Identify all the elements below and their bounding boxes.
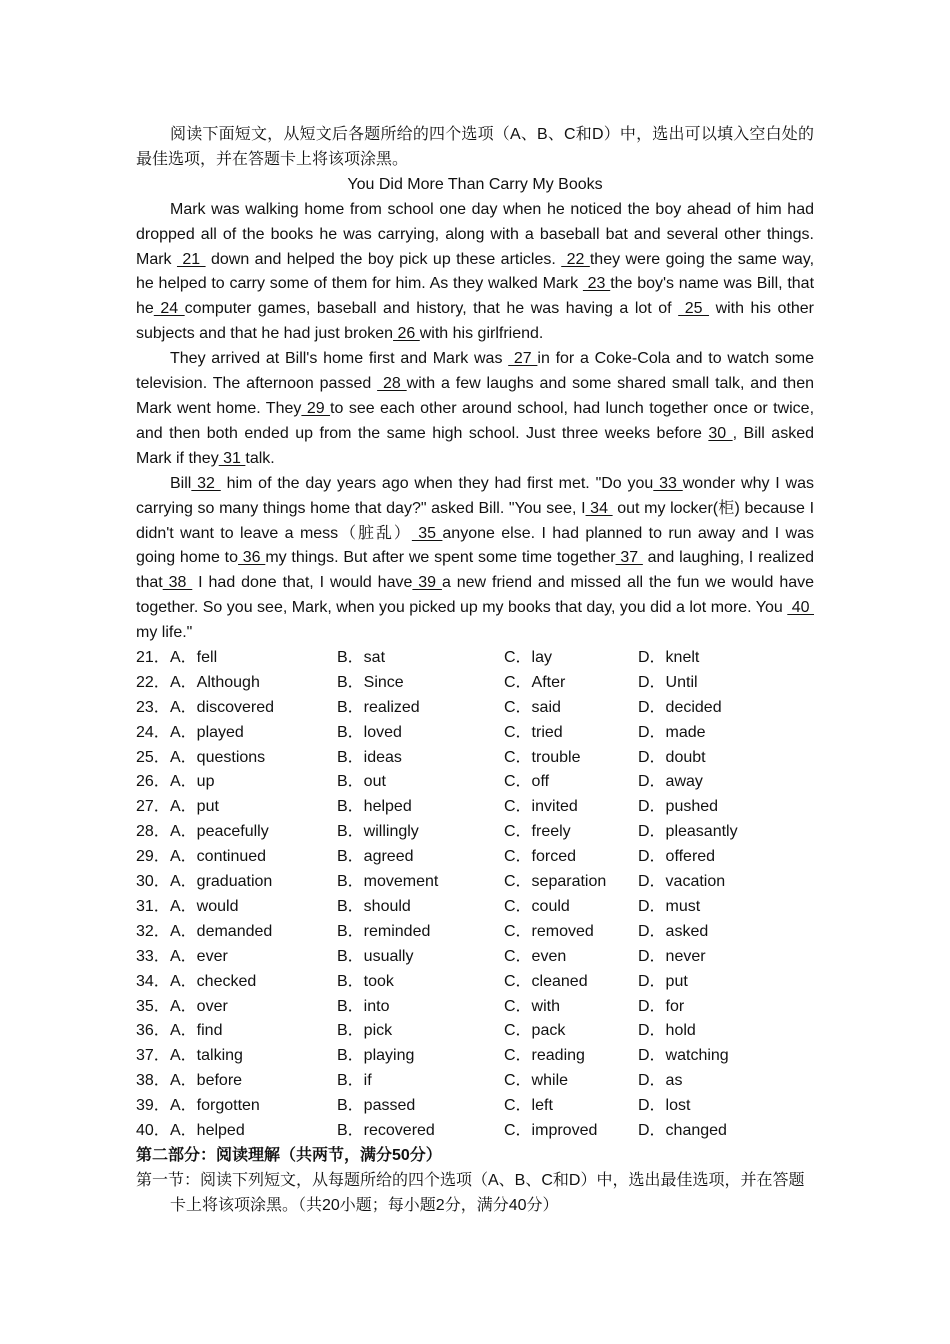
option-row bbox=[136, 770, 814, 795]
cloze-instruction: 阅读下面短文，从短文后各题所给的四个选项（A、B、C和D）中，选出可以填入空白处的最佳选项，并在答题卡上将该项涂黑。 bbox=[136, 126, 814, 168]
option-d: D．hold bbox=[638, 1022, 696, 1040]
answer-blank: 22 bbox=[561, 250, 590, 268]
question-number: 34． bbox=[136, 972, 170, 990]
passage-text: anyone else. I had planned to run away and I was going home to bbox=[136, 524, 814, 567]
option-b: B．if bbox=[337, 1072, 372, 1090]
option-b: B．agreed bbox=[337, 848, 414, 866]
option-c: C．invited bbox=[504, 798, 578, 816]
answer-blank: 40 bbox=[787, 599, 814, 617]
option-row bbox=[136, 945, 814, 970]
option-c: C．lay bbox=[504, 649, 553, 667]
option-b: B．should bbox=[337, 897, 411, 915]
passage-paragraph-2 bbox=[136, 347, 814, 472]
option-b: B．realized bbox=[337, 698, 420, 716]
answer-blank: 25 bbox=[678, 300, 710, 318]
option-c: C．trouble bbox=[504, 748, 581, 766]
answer-blank: 37 bbox=[615, 549, 643, 567]
option-c: C．cleaned bbox=[504, 972, 588, 990]
option-a: A．put bbox=[170, 798, 219, 816]
answer-blank: 29 bbox=[301, 399, 331, 417]
option-d: D．away bbox=[638, 773, 703, 791]
passage-text: talk. bbox=[245, 449, 275, 467]
passage-text: a new friend and missed all the fun we would have together. So you see, Mark, when you picked up my books that day, you did a lot more. You bbox=[136, 574, 815, 617]
passage-text: to see each other around school, had lunch together once or twice, and then both ended up from the same high school. Just three weeks before bbox=[136, 399, 815, 442]
option-b: B．loved bbox=[337, 723, 402, 741]
part2-heading: 第二部分：阅读理解（共两节，满分50分） bbox=[136, 1146, 442, 1164]
passage-text: down and helped the boy pick up these articles. bbox=[205, 250, 562, 268]
option-row bbox=[136, 746, 814, 771]
option-row bbox=[136, 646, 814, 671]
option-c: C．separation bbox=[504, 873, 607, 891]
question-number: 31． bbox=[136, 897, 170, 915]
answer-blank: 28 bbox=[377, 375, 407, 393]
option-a: A．before bbox=[170, 1072, 243, 1090]
question-number: 25． bbox=[136, 748, 170, 766]
question-number: 29． bbox=[136, 848, 170, 866]
option-a: A．demanded bbox=[170, 922, 273, 940]
exam-page bbox=[136, 123, 814, 1219]
option-d: D．lost bbox=[638, 1097, 691, 1115]
question-number: 21． bbox=[136, 649, 170, 667]
answer-blank: 36 bbox=[238, 549, 266, 567]
option-row bbox=[136, 820, 814, 845]
option-a: A．talking bbox=[170, 1047, 243, 1065]
passage-text: my life." bbox=[136, 624, 193, 642]
question-number: 27． bbox=[136, 798, 170, 816]
option-d: D．must bbox=[638, 897, 701, 915]
option-a: A．checked bbox=[170, 972, 257, 990]
option-b: B．playing bbox=[337, 1047, 415, 1065]
question-number: 33． bbox=[136, 947, 170, 965]
option-row bbox=[136, 696, 814, 721]
question-number: 35． bbox=[136, 997, 170, 1015]
option-a: A．played bbox=[170, 723, 244, 741]
option-d: D．for bbox=[638, 997, 685, 1015]
option-c: C．off bbox=[504, 773, 550, 791]
passage-text: they were going the same way, he helped to carry some of them for him. As they walked Mark bbox=[136, 250, 815, 293]
option-c: C．said bbox=[504, 698, 561, 716]
passage-text: my things. But after we spent some time together bbox=[265, 549, 616, 567]
passage-text: in for a Coke-Cola and to watch some television. The afternoon passed bbox=[136, 350, 815, 393]
passage-paragraph-3 bbox=[136, 472, 814, 646]
answer-blank: 30 bbox=[708, 424, 733, 442]
section1-instruction: 第一节：阅读下列短文，从每题所给的四个选项（A、B、C和D）中，选出最佳选项，并在答题卡上将该项涂黑。（共20小题；每小题2分，满分40分） bbox=[136, 1171, 805, 1214]
option-b: B．willingly bbox=[337, 823, 419, 841]
passage-text: with his girlfriend. bbox=[419, 325, 544, 343]
answer-blank: 21 bbox=[176, 250, 206, 268]
passage-text: computer games, baseball and history, that he was having a lot of bbox=[184, 300, 679, 318]
passage-title: You Did More Than Carry My Books bbox=[347, 175, 603, 193]
option-row bbox=[136, 870, 814, 895]
option-d: D．asked bbox=[638, 922, 709, 940]
question-number: 26． bbox=[136, 773, 170, 791]
option-a: A．peacefully bbox=[170, 823, 269, 841]
option-b: B．pick bbox=[337, 1022, 393, 1040]
option-c: C．could bbox=[504, 897, 570, 915]
option-d: D．vacation bbox=[638, 873, 726, 891]
option-a: A．helped bbox=[170, 1121, 245, 1139]
question-number: 30． bbox=[136, 873, 170, 891]
option-b: B．helped bbox=[337, 798, 412, 816]
option-a: A．graduation bbox=[170, 873, 273, 891]
passage-text: him of the day years ago when they had first met. "Do you bbox=[220, 474, 654, 492]
option-d: D．watching bbox=[638, 1047, 729, 1065]
question-number: 37． bbox=[136, 1047, 170, 1065]
question-number: 32． bbox=[136, 922, 170, 940]
option-a: A．forgotten bbox=[170, 1097, 260, 1115]
option-b: B．out bbox=[337, 773, 386, 791]
option-b: B．into bbox=[337, 997, 390, 1015]
question-number: 39． bbox=[136, 1097, 170, 1115]
option-row bbox=[136, 895, 814, 920]
option-row bbox=[136, 970, 814, 995]
question-number: 38． bbox=[136, 1072, 170, 1090]
option-c: C．forced bbox=[504, 848, 577, 866]
option-row bbox=[136, 795, 814, 820]
passage-text: with his other subjects and that he had just broken bbox=[136, 300, 815, 343]
answer-blank: 33 bbox=[653, 474, 683, 492]
answer-blank: 35 bbox=[411, 524, 443, 542]
option-b: B．passed bbox=[337, 1097, 416, 1115]
option-a: A．questions bbox=[170, 748, 266, 766]
answer-blank: 39 bbox=[412, 574, 442, 592]
option-c: C．freely bbox=[504, 823, 571, 841]
option-b: B．movement bbox=[337, 873, 439, 891]
passage-text: wonder why I was carrying so many things home that day?" asked Bill. "You see, I bbox=[136, 474, 814, 517]
option-c: C．pack bbox=[504, 1022, 566, 1040]
answer-blank: 27 bbox=[508, 350, 538, 368]
question-number: 36． bbox=[136, 1022, 170, 1040]
passage-text: with a few laughs and some shared small talk, and then Mark went home. They bbox=[136, 375, 815, 417]
question-number: 23． bbox=[136, 698, 170, 716]
option-d: D．doubt bbox=[638, 748, 706, 766]
option-row bbox=[136, 1069, 814, 1094]
passage-text: Bill bbox=[170, 474, 192, 492]
option-a: A．Although bbox=[170, 673, 260, 691]
option-a: A．up bbox=[170, 773, 215, 791]
answer-blank: 34 bbox=[585, 499, 613, 517]
option-d: D．pleasantly bbox=[638, 823, 738, 841]
option-b: B．sat bbox=[337, 649, 386, 667]
option-c: C．After bbox=[504, 673, 566, 691]
option-c: C．with bbox=[504, 997, 561, 1015]
answer-blank: 38 bbox=[162, 574, 193, 592]
passage-text: the boy's name was Bill, that he bbox=[136, 275, 815, 318]
answer-blank: 31 bbox=[218, 449, 246, 467]
answer-blank: 32 bbox=[191, 474, 221, 492]
option-a: A．ever bbox=[170, 947, 228, 965]
option-c: C．while bbox=[504, 1072, 569, 1090]
option-b: B．ideas bbox=[337, 748, 402, 766]
answer-blank: 23 bbox=[582, 275, 611, 293]
answer-blank: 26 bbox=[393, 325, 420, 343]
option-c: C．even bbox=[504, 947, 567, 965]
option-a: A．discovered bbox=[170, 698, 275, 716]
option-row bbox=[136, 995, 814, 1020]
question-number: 28． bbox=[136, 823, 170, 841]
options-list bbox=[136, 646, 814, 1144]
option-c: C．left bbox=[504, 1097, 553, 1115]
passage-paragraph-1 bbox=[136, 198, 814, 347]
option-a: A．continued bbox=[170, 848, 267, 866]
option-row bbox=[136, 1044, 814, 1069]
option-row bbox=[136, 1094, 814, 1119]
option-a: A．over bbox=[170, 997, 228, 1015]
option-b: B．took bbox=[337, 972, 394, 990]
option-d: D．pushed bbox=[638, 798, 719, 816]
option-row bbox=[136, 671, 814, 696]
passage-text: They arrived at Bill's home first and Mark was bbox=[170, 350, 509, 368]
passage-text: and laughing, I realized that bbox=[136, 549, 815, 592]
passage-text: , Bill asked Mark if they bbox=[136, 424, 814, 467]
option-b: B．reminded bbox=[337, 922, 431, 940]
option-c: C．reading bbox=[504, 1047, 585, 1065]
option-b: B．usually bbox=[337, 947, 414, 965]
option-row bbox=[136, 1019, 814, 1044]
question-number: 24． bbox=[136, 723, 170, 741]
option-row bbox=[136, 920, 814, 945]
option-row bbox=[136, 1119, 814, 1144]
option-c: C．improved bbox=[504, 1121, 598, 1139]
option-d: D．put bbox=[638, 972, 688, 990]
option-d: D．offered bbox=[638, 848, 716, 866]
option-row bbox=[136, 721, 814, 746]
option-c: C．removed bbox=[504, 922, 594, 940]
option-c: C．tried bbox=[504, 723, 563, 741]
option-a: A．would bbox=[170, 897, 239, 915]
option-a: A．find bbox=[170, 1022, 223, 1040]
option-d: D．knelt bbox=[638, 649, 700, 667]
option-b: B．Since bbox=[337, 673, 404, 691]
option-d: D．as bbox=[638, 1072, 683, 1090]
option-d: D．changed bbox=[638, 1121, 727, 1139]
passage-text: Mark was walking home from school one day when he noticed the boy ahead of him had dropped all of the books he was carrying, along with a baseball bat and several other things. Mark bbox=[136, 200, 814, 268]
answer-blank: 24 bbox=[153, 300, 185, 318]
option-d: D．Until bbox=[638, 673, 698, 691]
option-a: A．fell bbox=[170, 649, 218, 667]
passage-text: out my locker(柜) because I didn't want to leave a mess（脏乱） bbox=[136, 499, 815, 542]
question-number: 22． bbox=[136, 673, 170, 691]
question-number: 40． bbox=[136, 1121, 170, 1139]
option-d: D．made bbox=[638, 723, 706, 741]
option-row bbox=[136, 845, 814, 870]
option-d: D．decided bbox=[638, 698, 722, 716]
passage-text: I had done that, I would have bbox=[192, 574, 413, 592]
option-d: D．never bbox=[638, 947, 706, 965]
option-b: B．recovered bbox=[337, 1121, 435, 1139]
